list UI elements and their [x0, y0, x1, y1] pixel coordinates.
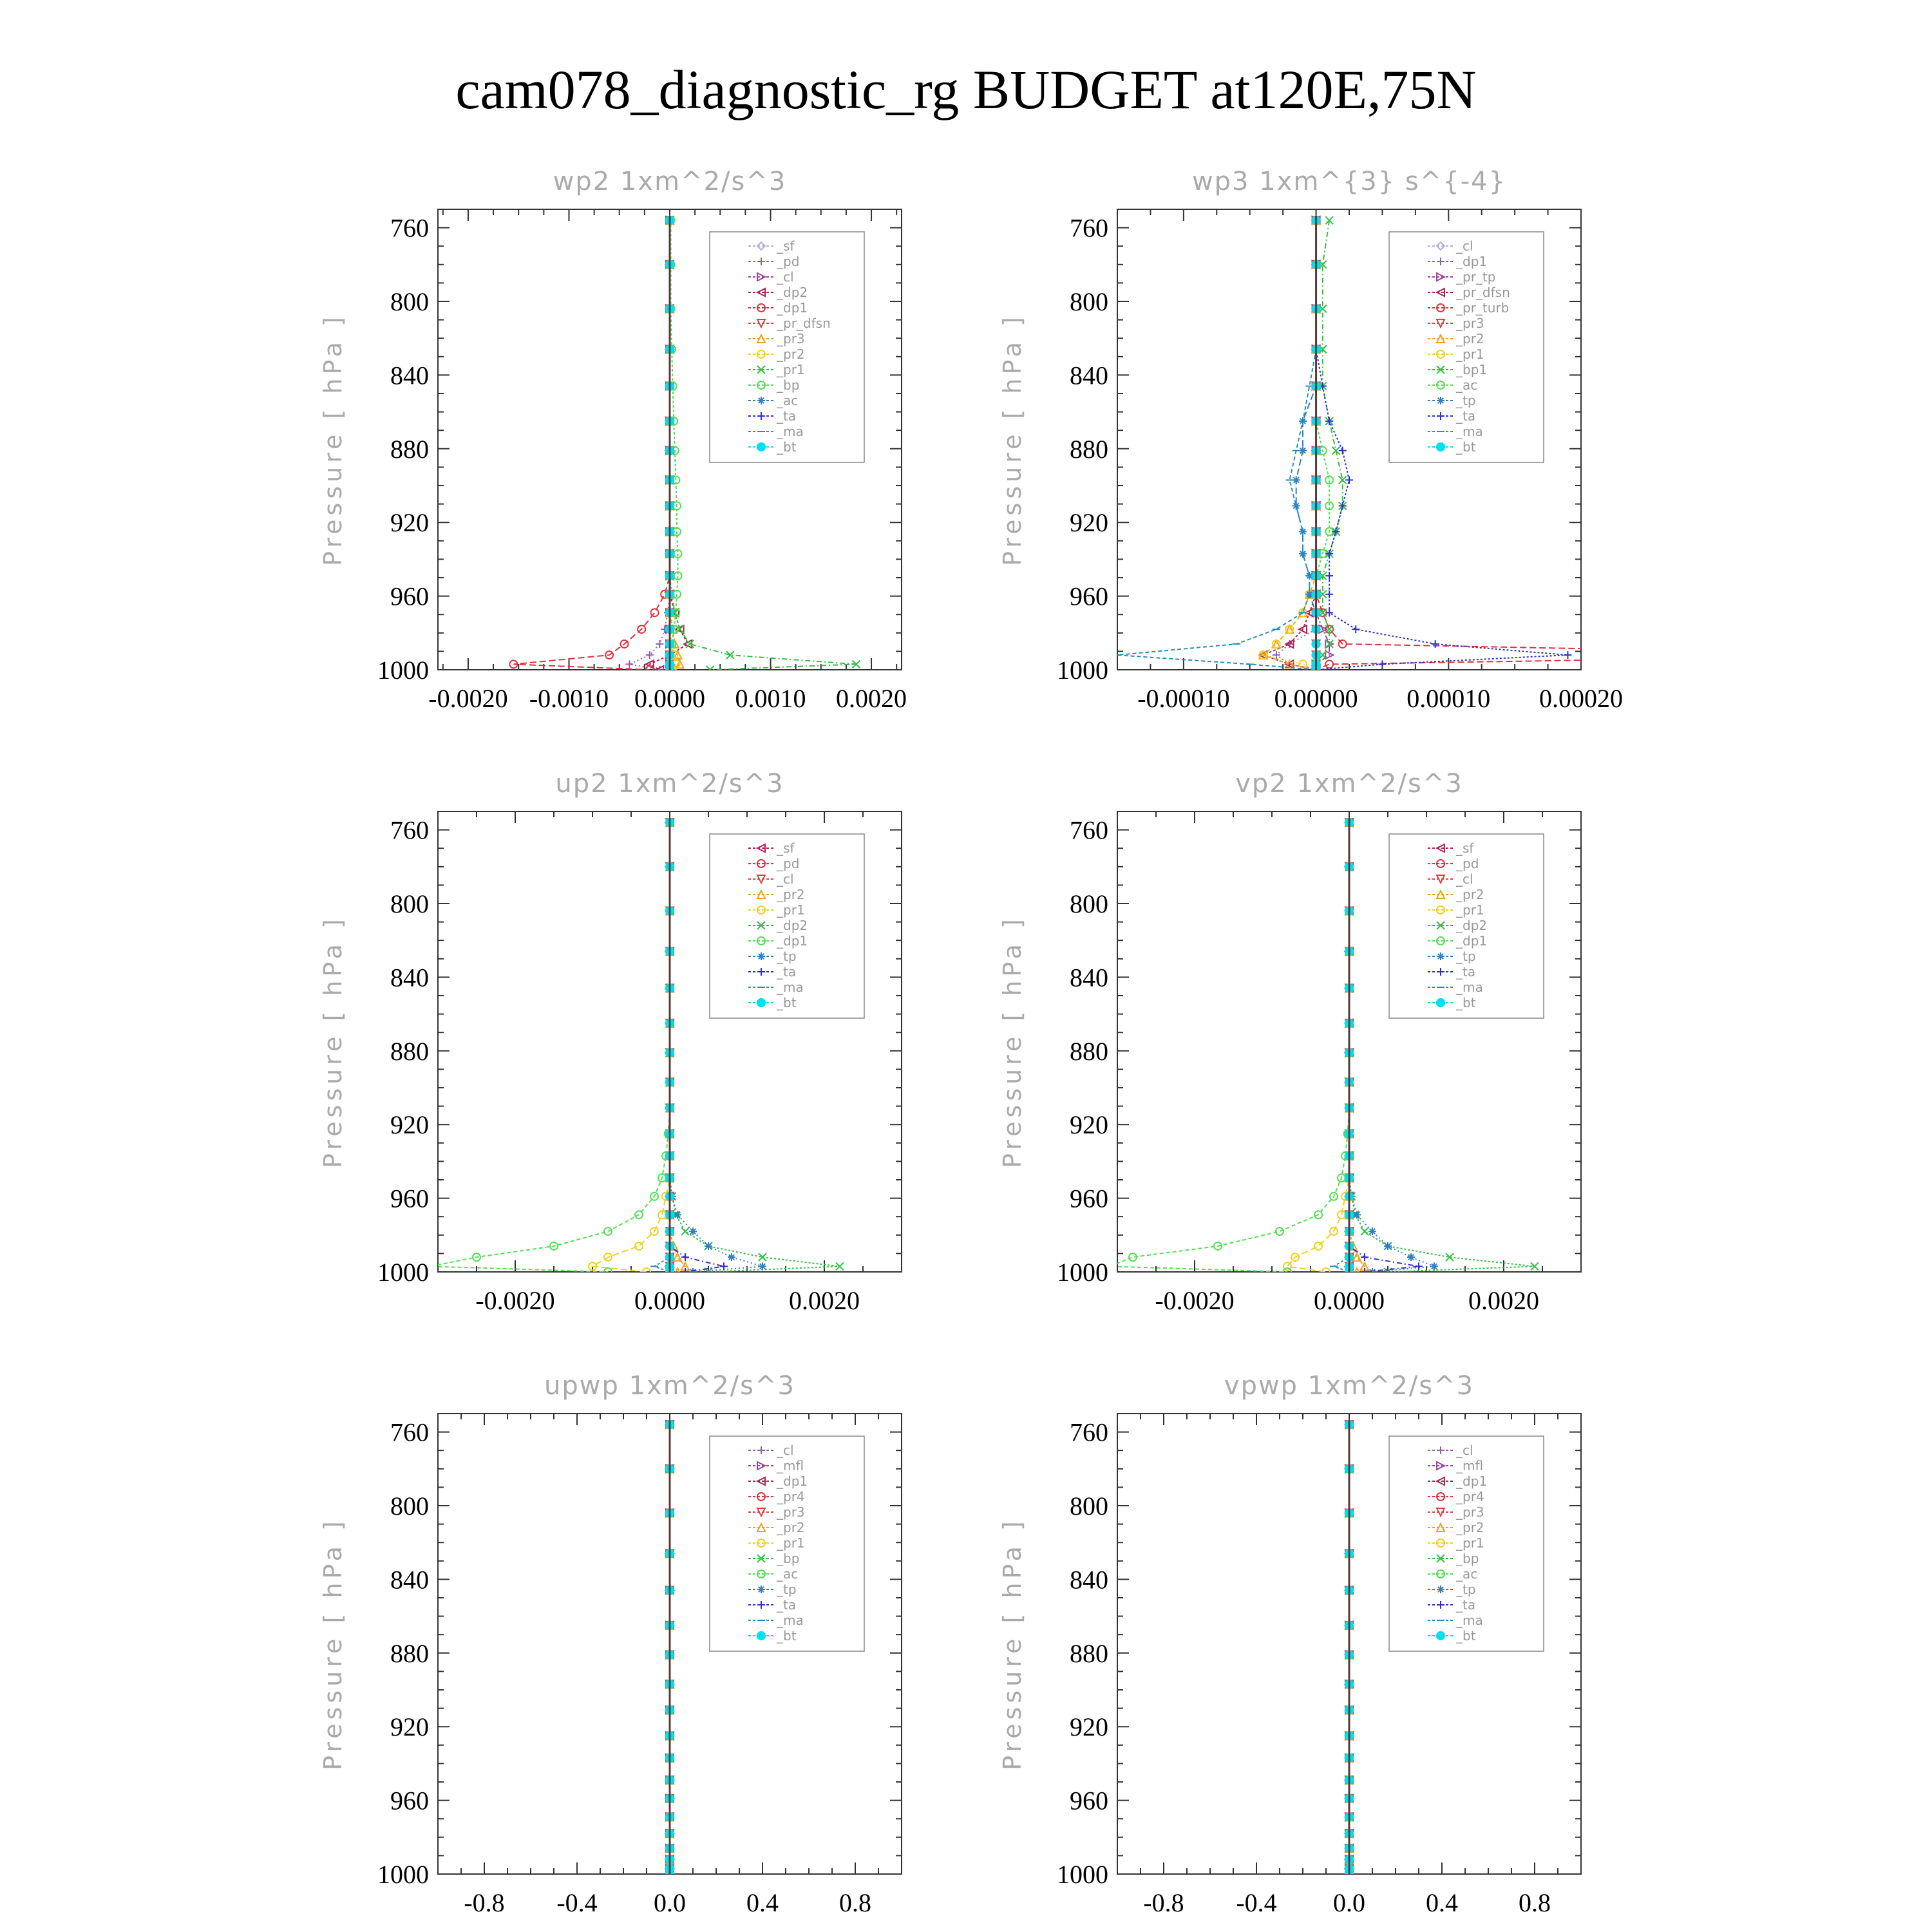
legend-marker — [757, 442, 765, 451]
x-tick-label: 0.0000 — [1314, 1286, 1385, 1315]
legend-label: _ta — [1456, 1597, 1476, 1613]
legend-label: _bp — [777, 1551, 800, 1566]
x-tick-label: 0.0000 — [634, 684, 705, 713]
legend-label: _ac — [1456, 377, 1478, 393]
data-point — [689, 1268, 697, 1276]
data-point — [681, 1253, 689, 1261]
data-point — [720, 1262, 728, 1270]
data-point — [1293, 476, 1300, 484]
series-line-ma — [1334, 822, 1349, 1272]
data-point — [1339, 447, 1347, 455]
y-axis-label: Pressure [ hPa ] — [319, 915, 347, 1168]
x-tick-label: 0.00000 — [1274, 684, 1358, 713]
legend-label: _pr3 — [777, 331, 805, 346]
legend — [710, 1436, 864, 1651]
data-point — [1325, 660, 1333, 668]
legend-marker — [1436, 1631, 1444, 1640]
data-point — [1384, 1242, 1392, 1250]
x-tick-label: 0.0010 — [735, 684, 806, 713]
y-tick-label: 760 — [1070, 1417, 1108, 1447]
data-point — [1908, 651, 1916, 659]
x-tick-label: 0.0020 — [1468, 1286, 1539, 1315]
series-line-pd — [629, 220, 670, 670]
series-line-dp2 — [650, 220, 688, 670]
legend-label: _pr_dfsn — [777, 316, 831, 331]
y-tick-label: 760 — [390, 1417, 429, 1447]
legend-label: _cl — [777, 871, 794, 887]
data-point — [1378, 660, 1386, 668]
y-tick-label: 880 — [390, 1638, 429, 1668]
legend-label: _sf — [777, 840, 795, 856]
data-point — [1299, 447, 1307, 455]
panel-title: wp3 1xm^{3} s^{-4} — [1191, 167, 1507, 196]
legend-marker — [757, 1586, 765, 1593]
legend-marker — [757, 998, 765, 1007]
x-tick-label: -0.8 — [1143, 1888, 1184, 1917]
x-tick-label: 0.0 — [654, 1888, 686, 1917]
data-point — [1325, 609, 1333, 616]
legend-label: _ta — [777, 964, 797, 980]
y-tick-label: 960 — [390, 1184, 429, 1213]
y-tick-label: 880 — [390, 1036, 429, 1066]
legend-label: _ma — [1456, 424, 1483, 439]
series-line-pr1 — [1287, 822, 1349, 1272]
data-point — [689, 1227, 697, 1235]
x-tick-label: -0.4 — [1236, 1888, 1277, 1917]
legend-marker — [757, 1631, 765, 1640]
y-tick-label: 880 — [390, 434, 429, 464]
y-tick-label: 960 — [1070, 1786, 1108, 1815]
legend-marker — [1436, 442, 1444, 451]
x-tick-label: 0.4 — [1426, 1888, 1458, 1917]
legend-label: _ac — [1456, 1566, 1478, 1582]
data-point — [625, 660, 633, 668]
y-tick-label: 880 — [1070, 1638, 1108, 1668]
legend-label: _ma — [1456, 1613, 1483, 1628]
y-tick-label: 1000 — [1057, 1258, 1108, 1287]
legend-label: _pr4 — [1456, 1489, 1484, 1504]
y-tick-label: 1000 — [377, 1258, 429, 1287]
y-tick-label: 920 — [390, 1712, 429, 1742]
legend-label: _pr1 — [777, 902, 805, 918]
y-tick-label: 760 — [1070, 213, 1108, 243]
y-tick-label: 960 — [390, 582, 429, 611]
series-line-dp1 — [1276, 220, 1316, 670]
legend-label: _sf — [1456, 840, 1474, 856]
legend — [1389, 1436, 1544, 1651]
chart-panel-2 — [998, 167, 1916, 713]
y-tick-label: 760 — [390, 213, 429, 243]
legend-label: _sf — [777, 238, 795, 254]
legend-label: _tp — [1456, 949, 1476, 964]
legend-label: _pd — [1456, 856, 1479, 871]
legend-label: _mfl — [1456, 1458, 1484, 1473]
x-tick-label: 0.00010 — [1406, 684, 1491, 713]
legend-label: _pr3 — [777, 1504, 805, 1520]
legend-label: _dp1 — [1456, 933, 1488, 949]
data-point — [651, 609, 659, 616]
y-tick-label: 880 — [1070, 434, 1108, 464]
data-point — [1415, 1262, 1423, 1270]
data-point — [1325, 591, 1333, 598]
legend-label: _bt — [1456, 439, 1476, 455]
y-tick-label: 840 — [390, 361, 429, 390]
legend-label: _tp — [1456, 393, 1476, 408]
legend-marker — [757, 397, 765, 404]
panel-title: vp2 1xm^2/s^3 — [1235, 769, 1463, 799]
y-tick-label: 920 — [390, 1110, 429, 1140]
data-point — [705, 1242, 712, 1250]
chart-panel-4 — [998, 769, 1581, 1315]
legend-marker — [1437, 1586, 1444, 1593]
legend-label: _pr1 — [1456, 902, 1484, 918]
series-line-pr2 — [1263, 220, 1316, 670]
legend-label: _ma — [777, 424, 804, 439]
x-tick-label: 0.0 — [1333, 1888, 1365, 1917]
legend-label: _ta — [777, 408, 797, 424]
legend — [1389, 232, 1544, 462]
legend-label: _bt — [777, 1628, 797, 1643]
panel-title: vpwp 1xm^2/s^3 — [1224, 1371, 1475, 1401]
data-point — [674, 1211, 681, 1218]
data-point — [1353, 1211, 1361, 1218]
y-tick-label: 880 — [1070, 1036, 1108, 1066]
data-point — [681, 1227, 689, 1235]
y-tick-label: 920 — [1070, 508, 1108, 538]
data-point — [656, 640, 663, 648]
x-tick-label: 0.4 — [746, 1888, 779, 1917]
legend-label: _dp1 — [777, 933, 808, 949]
y-tick-label: 760 — [390, 815, 429, 845]
series-line-pr3 — [670, 220, 680, 670]
legend-label: _pr_turb — [1456, 300, 1510, 316]
legend-label: _bt — [1456, 995, 1476, 1010]
series-line-pr2 — [1349, 822, 1365, 1272]
y-tick-label: 960 — [1070, 582, 1108, 611]
legend-label: _pr2 — [777, 1520, 805, 1535]
y-tick-label: 960 — [1070, 1184, 1108, 1213]
series-line-dp1 — [1110, 822, 1349, 1272]
y-tick-label: 800 — [1070, 287, 1108, 316]
legend-label: _tp — [777, 1582, 797, 1597]
data-point — [1430, 1262, 1438, 1270]
panels — [319, 167, 1916, 1917]
y-tick-label: 840 — [390, 963, 429, 992]
y-tick-label: 760 — [1070, 815, 1108, 845]
legend-label: _pd — [777, 856, 800, 871]
chart-panel-5 — [319, 1371, 902, 1917]
legend-marker — [757, 952, 765, 960]
x-tick-label: 0.0020 — [836, 684, 907, 713]
y-axis-label: Pressure [ hPa ] — [998, 313, 1027, 566]
x-tick-label: -0.0010 — [529, 684, 609, 713]
y-tick-label: 1000 — [377, 656, 429, 685]
legend-label: _ta — [777, 1597, 797, 1613]
legend-label: _ma — [777, 1613, 804, 1628]
legend-marker — [1437, 952, 1444, 960]
legend-label: _cl — [777, 269, 794, 285]
legend-label: _pr3 — [1456, 1504, 1484, 1520]
legend-label: _pd — [777, 254, 800, 269]
data-point — [1352, 625, 1359, 633]
series-line-ma — [654, 822, 670, 1272]
legend-label: _ta — [1456, 408, 1476, 424]
legend-label: _pr1 — [1456, 346, 1484, 362]
chart-panel-6 — [998, 1371, 1581, 1917]
legend-label: _dp2 — [1456, 918, 1488, 933]
legend-label: _ac — [777, 1566, 799, 1582]
series-line-dp1 — [430, 822, 670, 1272]
data-point — [1314, 1242, 1322, 1250]
legend-label: _dp1 — [777, 1473, 808, 1489]
legend-label: _pr2 — [1456, 331, 1484, 346]
series-line-pr2 — [670, 822, 685, 1272]
data-point — [1564, 651, 1571, 659]
y-tick-label: 960 — [390, 1786, 429, 1815]
x-tick-label: 0.0000 — [634, 1286, 705, 1315]
y-tick-label: 840 — [390, 1565, 429, 1595]
y-tick-label: 920 — [1070, 1712, 1108, 1742]
y-axis-label: Pressure [ hPa ] — [319, 1517, 347, 1770]
legend — [710, 834, 864, 1018]
data-point — [759, 1262, 766, 1270]
legend-label: _pr2 — [1456, 887, 1484, 902]
x-tick-label: -0.0020 — [1155, 1286, 1235, 1315]
x-tick-label: 0.8 — [1519, 1888, 1551, 1917]
data-point — [1361, 1253, 1368, 1261]
y-tick-label: 800 — [390, 1492, 429, 1520]
legend-label: _mfl — [777, 1458, 804, 1473]
x-tick-label: 0.0020 — [789, 1286, 860, 1315]
legend-label: _cl — [777, 1443, 794, 1458]
y-tick-label: 920 — [1070, 1110, 1108, 1140]
legend-label: _cl — [1456, 1443, 1473, 1458]
data-point — [635, 1242, 643, 1250]
legend-label: _tp — [1456, 1582, 1476, 1597]
legend-label: _bt — [777, 995, 797, 1010]
y-tick-label: 800 — [1070, 889, 1108, 918]
x-tick-label: -0.00010 — [1137, 684, 1230, 713]
data-point — [1361, 1227, 1368, 1235]
data-point — [674, 1253, 681, 1261]
legend-marker — [1436, 998, 1444, 1007]
series-line-dp1 — [513, 220, 670, 670]
series-line-pr1 — [1263, 220, 1316, 670]
x-tick-label: -0.4 — [556, 1888, 598, 1917]
panel-title: up2 1xm^2/s^3 — [555, 769, 784, 799]
y-tick-label: 800 — [390, 287, 429, 316]
data-point — [1368, 1227, 1376, 1235]
legend-label: _ma — [777, 980, 804, 995]
legend-label: _cl — [1456, 238, 1473, 254]
y-tick-label: 1000 — [1057, 1860, 1108, 1889]
data-area — [1345, 1420, 1353, 1879]
legend-label: _pr3 — [1456, 316, 1484, 331]
x-tick-label: -0.0020 — [475, 1286, 555, 1315]
data-area — [665, 1420, 674, 1879]
data-point — [646, 651, 654, 659]
legend-label: _ta — [1456, 964, 1476, 980]
legend-label: _pr_tp — [1456, 269, 1496, 285]
data-point — [1345, 476, 1353, 484]
legend-label: _pr2 — [1456, 1520, 1484, 1535]
y-axis-label: Pressure [ hPa ] — [998, 1517, 1027, 1770]
legend-marker — [1437, 397, 1444, 404]
data-point — [728, 1253, 735, 1261]
legend-label: _pr4 — [777, 1489, 805, 1504]
y-axis-label: Pressure [ hPa ] — [998, 915, 1027, 1168]
legend-label: _bp — [777, 377, 800, 393]
legend-label: _pr2 — [777, 887, 805, 902]
y-tick-label: 840 — [1070, 963, 1108, 992]
legend-label: _pr1 — [777, 1535, 805, 1551]
legend-label: _pr_dfsn — [1456, 285, 1510, 300]
legend-label: _ma — [1456, 980, 1483, 995]
data-point — [1407, 1253, 1415, 1261]
x-tick-label: -0.0020 — [428, 684, 508, 713]
legend-label: _cl — [1456, 871, 1473, 887]
data-point — [1432, 640, 1439, 648]
legend-label: _dp2 — [777, 285, 808, 300]
legend-label: _pr2 — [777, 346, 805, 362]
legend-label: _bt — [1456, 1628, 1476, 1643]
panel-title: upwp 1xm^2/s^3 — [544, 1371, 795, 1401]
y-tick-label: 840 — [1070, 1565, 1108, 1595]
legend — [710, 232, 864, 462]
y-tick-label: 800 — [1070, 1492, 1108, 1520]
legend-label: _bt — [777, 439, 797, 455]
panel-title: wp2 1xm^2/s^3 — [553, 167, 787, 196]
data-point — [1353, 1253, 1361, 1261]
y-tick-label: 1000 — [1057, 656, 1108, 685]
series-line-bp — [670, 220, 678, 670]
legend-label: _ac — [777, 393, 799, 408]
legend-label: _dp1 — [1456, 254, 1488, 269]
y-axis-label: Pressure [ hPa ] — [319, 313, 347, 566]
y-tick-label: 1000 — [377, 1860, 429, 1889]
series-line-pr1 — [592, 822, 670, 1272]
x-tick-label: -0.8 — [464, 1888, 505, 1917]
series-line-bp1 — [1316, 220, 1343, 670]
series-line-ma — [1117, 220, 1316, 670]
chart-panel-3 — [319, 769, 902, 1315]
y-tick-label: 840 — [1070, 361, 1108, 390]
chart-panel-1 — [319, 167, 907, 713]
data-point — [1325, 572, 1333, 580]
legend-label: _dp1 — [1456, 1473, 1488, 1489]
y-tick-label: 920 — [390, 508, 429, 538]
y-tick-label: 800 — [390, 889, 429, 918]
legend-label: _bp — [1456, 1551, 1479, 1566]
legend-label: _pr1 — [1456, 1535, 1484, 1551]
legend-label: _dp1 — [777, 300, 808, 316]
series-line-pr_dfsn — [1263, 220, 1316, 670]
legend-label: _pr1 — [777, 362, 805, 377]
legend-label: _tp — [777, 949, 797, 964]
legend-label: _dp2 — [777, 918, 808, 933]
legend-label: _bp1 — [1456, 362, 1488, 377]
x-tick-label: 0.00020 — [1539, 684, 1623, 713]
figure-title: cam078_diagnostic_rg BUDGET at120E,75N — [455, 59, 1477, 120]
legend — [1389, 834, 1544, 1018]
x-tick-label: 0.8 — [839, 1888, 871, 1917]
